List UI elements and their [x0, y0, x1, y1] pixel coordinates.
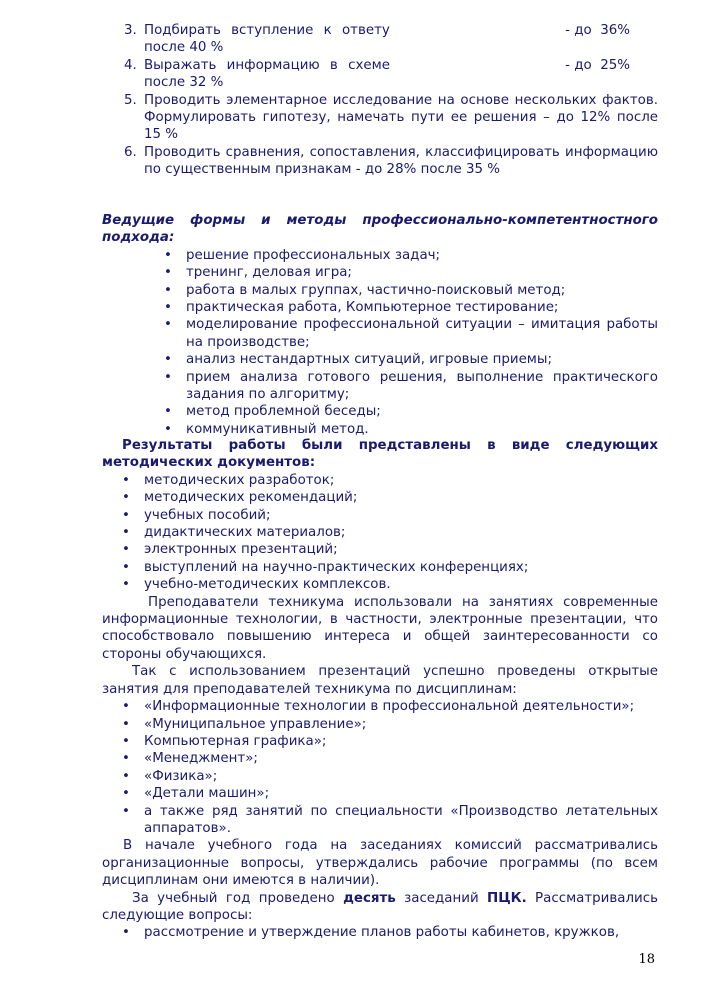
- paragraph-presentations: Так с использованием презентаций успешно проведены открытые занятия для преподавателей техникума по дисциплинам:: [102, 664, 658, 697]
- disciplines-list-item: • «Физика»;: [122, 768, 218, 784]
- results-list-item: • методических рекомендаций;: [122, 490, 358, 506]
- forms-list-item: • моделирование профессиональной ситуации – имитация работы на производстве;: [164, 317, 658, 350]
- forms-section: [102, 212, 658, 438]
- item-number: 4.: [124, 57, 137, 73]
- bullet-icon: •: [122, 786, 130, 802]
- forms-heading: Ведущие формы и методы профессионально-компетентностного подхода:: [102, 213, 658, 246]
- bullet-icon: •: [164, 421, 172, 437]
- bullet-icon: •: [122, 803, 130, 819]
- bullet-icon: •: [164, 265, 172, 281]
- item-text: Подбирать вступление к ответу: [144, 23, 390, 38]
- disciplines-list: [102, 698, 658, 837]
- bullet-icon: •: [164, 317, 172, 333]
- bullet-icon: •: [164, 369, 172, 385]
- paragraph-meetings: За учебный год проведено десять заседаний ПЦК. Рассматривались следующие вопросы:: [102, 890, 658, 923]
- bullet-icon: •: [164, 404, 172, 420]
- numbered-item-4: [102, 57, 658, 92]
- item-text: Выражать информацию в схеме: [144, 57, 390, 73]
- item-number: 5.: [124, 92, 137, 108]
- bullet-icon: •: [164, 352, 172, 368]
- results-list-item: • дидактических материалов;: [122, 525, 346, 541]
- bullet-icon: •: [122, 559, 130, 575]
- final-list: [102, 924, 658, 941]
- forms-list-item: • решение профессиональных задач;: [164, 247, 441, 263]
- bullet-icon: •: [122, 507, 130, 523]
- disciplines-list-item: • Компьютерная графика»;: [122, 733, 327, 749]
- final-list-item: • рассмотрение и утверждение планов работы кабинетов, кружков,: [122, 925, 620, 941]
- disciplines-list-item: • «Менеджмент»;: [122, 751, 258, 767]
- bullet-icon: •: [122, 768, 130, 784]
- results-list-item: • учебных пособий;: [122, 507, 271, 523]
- bullet-icon: •: [164, 282, 172, 298]
- bullet-icon: •: [164, 247, 172, 263]
- numbered-list-block: [102, 22, 658, 179]
- disciplines-list-item: • «Детали машин»;: [122, 786, 270, 802]
- numbered-item-6: [102, 144, 658, 179]
- bullet-icon: •: [122, 699, 130, 715]
- bullet-icon: •: [122, 751, 130, 767]
- forms-list-item: • прием анализа готового решения, выполнение практического задания по алгоритму;: [164, 369, 658, 403]
- paragraph-teachers: Преподаватели техникума использовали на занятиях современные информационные технологии, в частности, электронные презентации, что способствовало повышению интереса и общей заинтересованности со стороны обучающихся.: [102, 594, 658, 662]
- bullet-icon: •: [122, 490, 130, 506]
- disciplines-list-item: • а также ряд занятий по специальности «Производство летательных аппаратов».: [122, 803, 658, 836]
- bullet-icon: •: [122, 925, 130, 941]
- bullet-icon: •: [164, 300, 172, 316]
- results-heading: Результаты работы были представлены в виде следующих методических документов:: [102, 438, 658, 471]
- paragraph-commissions: В начале учебного года на заседаниях комиссий рассматривались организационные вопросы, утверждались рабочие программы (по всем дисциплинам они имеются в наличии).: [102, 838, 658, 889]
- item-text: Проводить элементарное исследование на основе нескольких фактов. Формулировать гипотезу, намечать пути ее решения – до 12% после 15 %: [144, 92, 658, 143]
- results-list-item: • методических разработок;: [122, 472, 335, 488]
- bullet-icon: •: [122, 716, 130, 732]
- item-number: 3.: [124, 23, 137, 38]
- results-section: [102, 437, 658, 942]
- forms-list-item: • практическая работа, Компьютерное тестирование;: [164, 300, 559, 316]
- item-after: после 40 %: [144, 40, 224, 56]
- numbered-list: [102, 22, 658, 179]
- bullet-icon: •: [122, 542, 130, 558]
- disciplines-list-item: • «Информационные технологии в профессиональной деятельности»;: [122, 699, 635, 715]
- forms-list-item: • метод проблемной беседы;: [164, 404, 381, 420]
- forms-list-item: • работа в малых группах, частично-поисковый метод;: [164, 282, 566, 298]
- numbered-item-5: [102, 92, 658, 144]
- results-list-item: • учебно-методических комплексов.: [122, 577, 391, 593]
- item-number: 6.: [124, 144, 137, 160]
- disciplines-list-item: • «Муниципальное управление»;: [122, 716, 367, 732]
- bullet-icon: •: [122, 577, 130, 593]
- item-after: после 32 %: [144, 75, 224, 91]
- results-list-item: • электронных презентаций;: [122, 542, 338, 558]
- forms-list: [102, 247, 658, 438]
- item-percent: - до 25%: [565, 57, 630, 73]
- page-number: 18: [638, 952, 655, 967]
- item-percent: - до 36%: [565, 23, 630, 38]
- forms-list-item: • тренинг, деловая игра;: [164, 265, 352, 281]
- forms-list-item: • анализ нестандартных ситуаций, игровые приемы;: [164, 352, 552, 368]
- results-list: [102, 472, 658, 594]
- bullet-icon: •: [122, 733, 130, 749]
- bullet-icon: •: [122, 472, 130, 488]
- numbered-item-3: [102, 22, 658, 57]
- results-list-item: • выступлений на научно-практических конференциях;: [122, 559, 529, 575]
- forms-list-item: • коммуникативный метод.: [164, 421, 369, 437]
- item-text: Проводить сравнения, сопоставления, классифицировать информацию по существенным признакам - до 28% после 35 %: [144, 144, 658, 178]
- bullet-icon: •: [122, 525, 130, 541]
